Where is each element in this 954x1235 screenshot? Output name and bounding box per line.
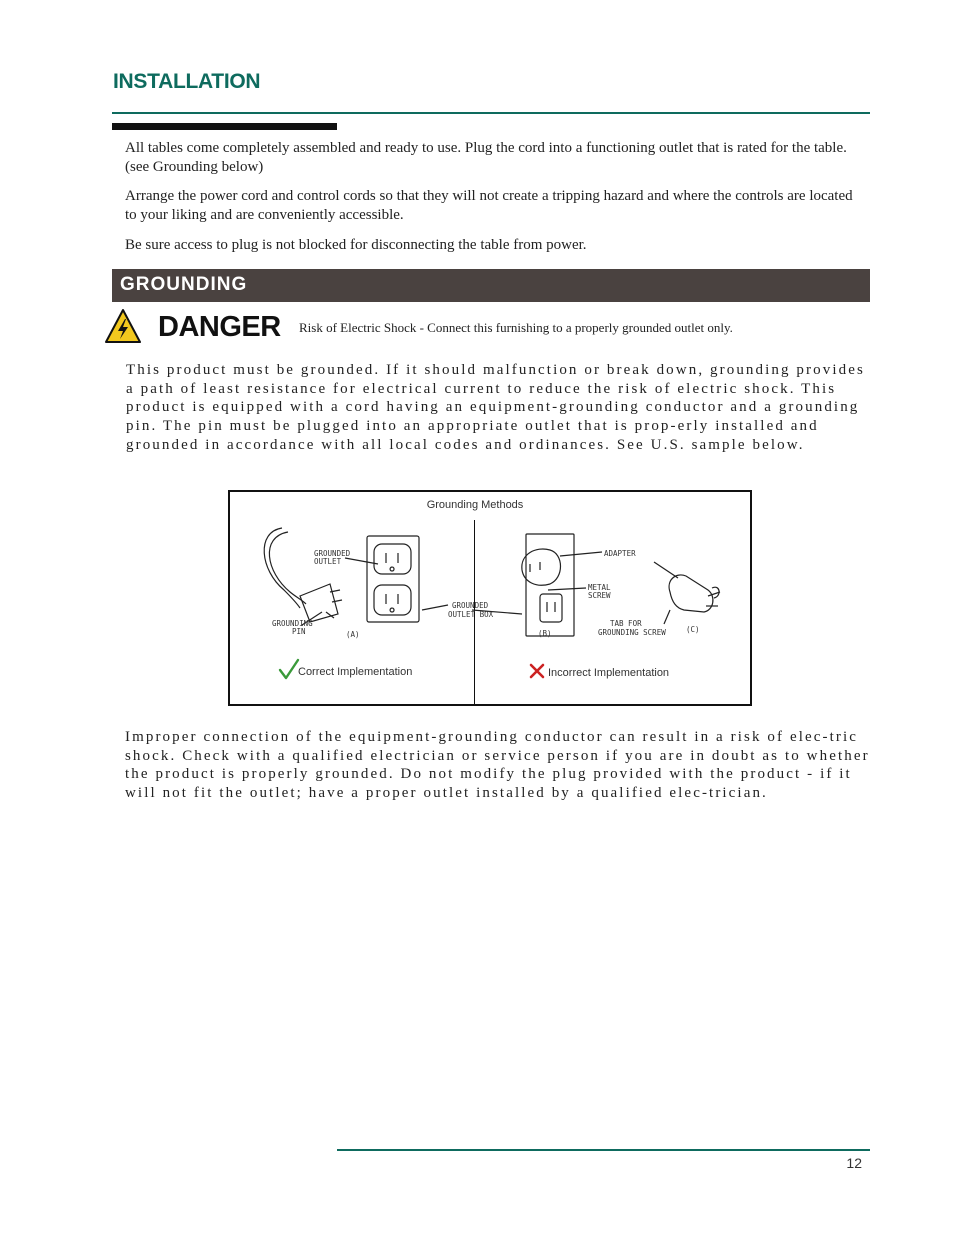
checkmark-icon <box>278 658 300 680</box>
paragraph-assembly: All tables come completely assembled and ready to use. Plug the cord into a functioning outlet that is rated for the table. (see Grounding below) <box>125 140 847 175</box>
label-metal-screw: METAL <box>588 583 611 592</box>
figure-title: Grounding Methods <box>426 499 524 511</box>
paragraph-plug-access: Be sure access to plug is not blocked for disconnecting the table from power. <box>125 237 587 253</box>
label-fig-b: (B) <box>538 629 552 638</box>
footer-rule <box>337 1149 870 1151</box>
section-title: INSTALLATION <box>113 70 261 93</box>
label-tab-grounding-screw: GROUNDING SCREW <box>598 628 666 637</box>
page-number: 12 <box>846 1155 862 1171</box>
improper-connection-paragraph: Improper connection of the equipment-grounding conductor can result in a risk of elec-tric shock. Check with a qualified electrician or service person if you are in doubt as to whether the product is properly grounded. Do not modify the plug provided with the product - if it will not fit the outlet; have a proper outlet installed by a qualified elec-trician. <box>125 729 870 802</box>
outlet-box-plate <box>526 534 574 636</box>
label-grounding-pin: PIN <box>292 627 306 636</box>
title-accent-bar <box>112 123 337 130</box>
x-mark-icon <box>529 663 545 679</box>
label-grounded-outlet: OUTLET <box>314 557 342 566</box>
label-grounded-outlet: GROUNDED <box>314 549 351 558</box>
danger-label: DANGER <box>158 311 281 343</box>
label-grounded-outlet-box: GROUNDED <box>452 601 489 610</box>
paragraph-cords: Arrange the power cord and control cords so that they will not create a tripping hazard and where the controls are located to your liking and are conveniently accessible. <box>125 188 853 223</box>
adapter-plug <box>522 549 561 585</box>
grounding-paragraph: This product must be grounded. If it should malfunction or break down, grounding provides a path of least resistance for electrical current to reduce the risk of electric shock. This product is equipped with a cord having an equipment-grounding conductor and a grounding pin. The pin must be plugged into an appropriate outlet that is prop-erly installed and grounded in accordance with all local codes and ordinances. See U.S. sample below. <box>126 362 865 453</box>
title-rule <box>112 112 870 114</box>
label-adapter: ADAPTER <box>604 549 636 558</box>
correct-implementation-label: Correct Implementation <box>298 666 413 678</box>
incorrect-implementation-label: Incorrect Implementation <box>548 667 670 679</box>
label-grounded-outlet-box: OUTLET BOX <box>448 610 494 619</box>
label-grounding-pin: GROUNDING <box>272 619 313 628</box>
label-fig-a: (A) <box>346 630 360 639</box>
label-tab-grounding-screw: TAB FOR <box>610 619 642 628</box>
grounding-heading: GROUNDING <box>120 274 248 295</box>
electric-warning-icon <box>104 308 142 344</box>
label-metal-screw: SCREW <box>588 591 611 600</box>
danger-message: Risk of Electric Shock - Connect this furnishing to a properly grounded outlet only. <box>299 320 733 335</box>
label-fig-c: (C) <box>686 625 700 634</box>
